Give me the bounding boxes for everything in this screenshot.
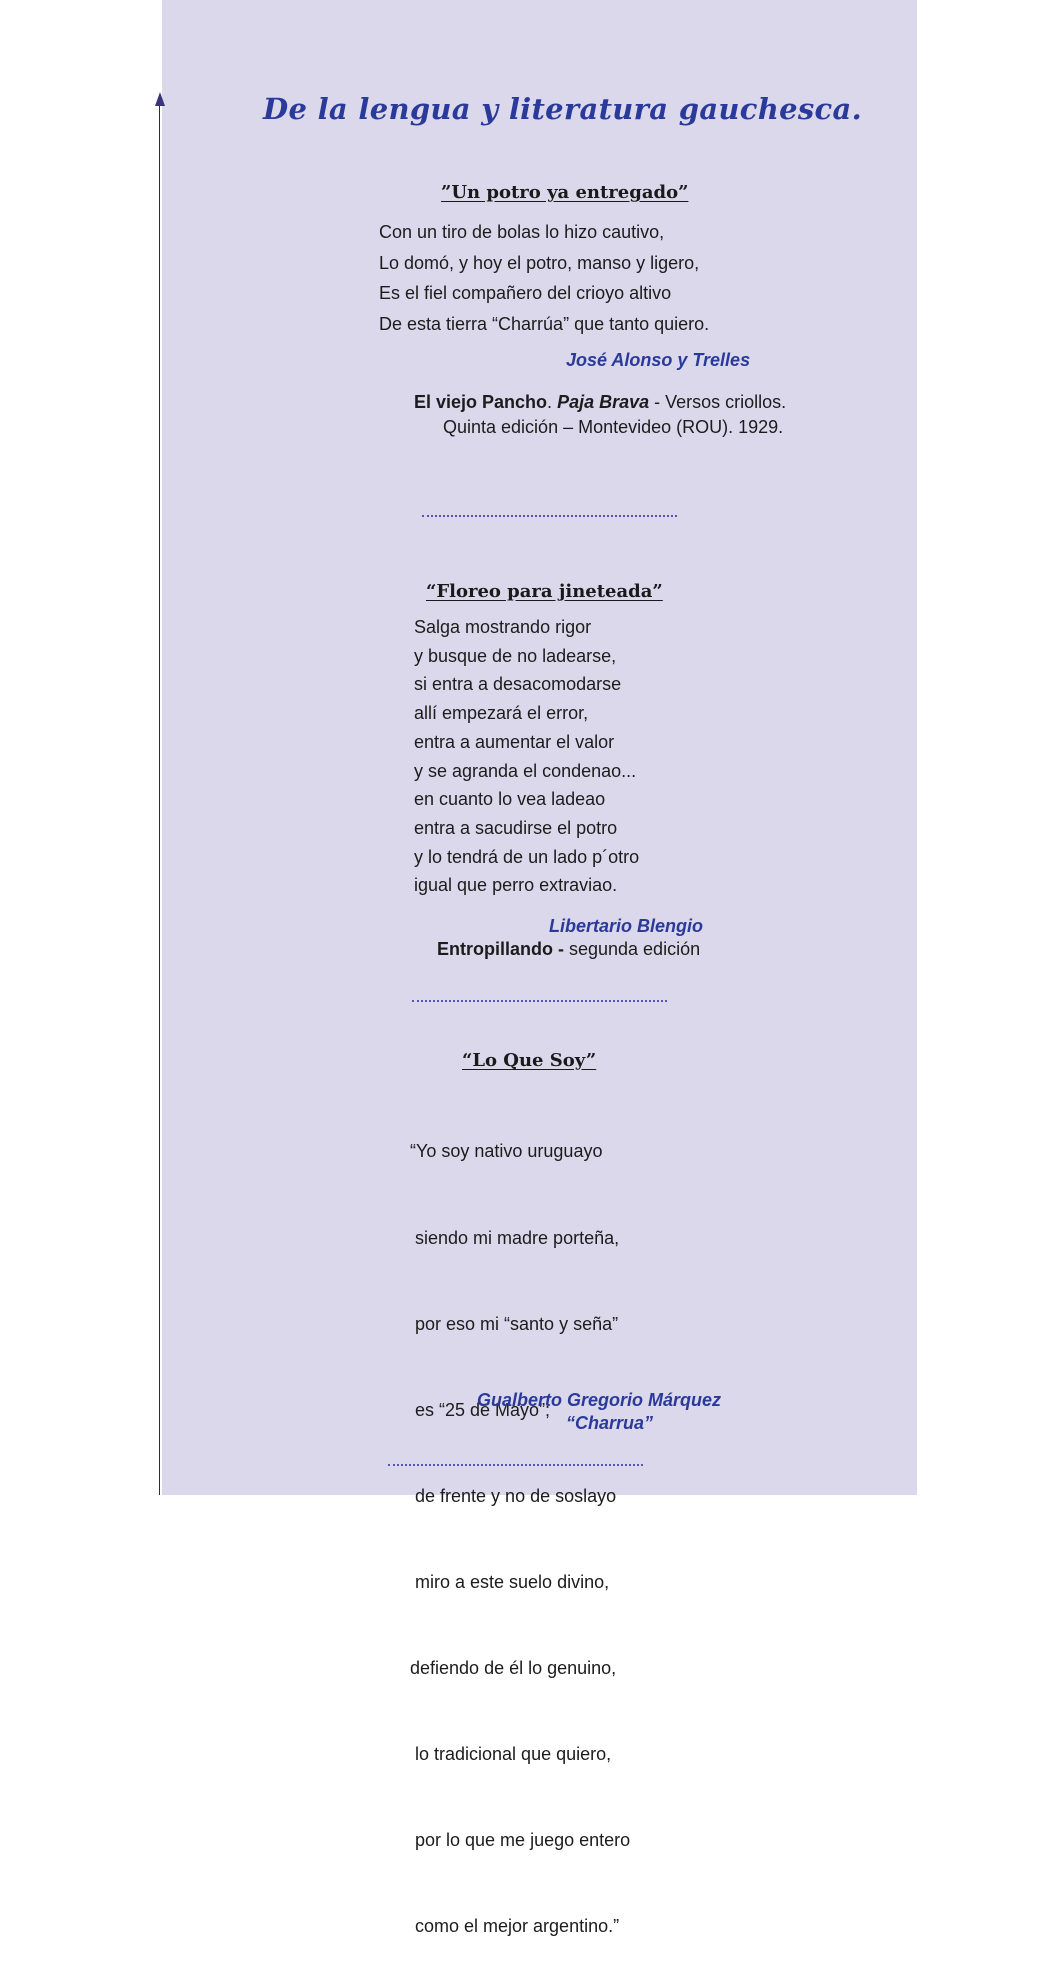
reference-book-title: El viejo Pancho <box>414 392 548 412</box>
verse-line: lo tradicional que quiero, <box>410 1744 612 1765</box>
poem-3-author: Gualberto Gregorio Márquez <box>477 1390 722 1410</box>
verse-line: Con un tiro de bolas lo hizo cautivo, <box>379 222 665 242</box>
verse-line: si entra a desacomodarse <box>414 674 622 695</box>
verse-line: miro a este suelo divino, <box>410 1571 610 1592</box>
margin-vertical-line <box>159 100 160 1495</box>
poem-3-verses <box>410 1080 630 1970</box>
verse-line: allí empezará el error, <box>414 703 589 724</box>
verse-line: defiendo de él lo genuino, <box>410 1658 617 1679</box>
verse-line: De esta tierra “Charrúa” que tanto quiero. <box>379 313 710 334</box>
poem-1-edition: Quinta edición – Montevideo (ROU). 1929. <box>443 417 784 437</box>
verse-line: por lo que me juego entero <box>410 1830 631 1851</box>
verse-line: como el mejor argentino.” <box>410 1916 620 1937</box>
poem-1-author: José Alonso y Trelles <box>566 350 751 370</box>
reference-collection: Paja Brava <box>557 392 650 412</box>
verse-line: y se agranda el condenao... <box>414 760 637 781</box>
verse-line: entra a sacudirse el potro <box>414 817 618 838</box>
verse-line: por eso mi “santo y seña” <box>410 1313 619 1334</box>
reference-separator: . <box>547 392 558 412</box>
verse-line: entra a aumentar el valor <box>414 731 615 752</box>
poem-2-reference <box>437 939 700 960</box>
poem-1-title: ”Un potro ya entregado” <box>441 182 689 203</box>
reference-rest: - Versos criollos. <box>649 392 787 412</box>
verse-line: en cuanto lo vea ladeao <box>414 789 606 810</box>
verse-line: igual que perro extraviao. <box>414 875 618 896</box>
verse-line: y lo tendrá de un lado p´otro <box>414 846 640 867</box>
verse-line: Es el fiel compañero del crioyo altivo <box>379 283 672 303</box>
poem-1-verses <box>379 217 709 339</box>
page-title <box>263 92 862 126</box>
verse-line: “Yo soy nativo uruguayo <box>410 1141 603 1162</box>
arrow-up-icon <box>155 92 165 106</box>
verse-line: de frente y no de soslayo <box>410 1485 617 1506</box>
poem-2-author: Libertario Blengio <box>549 916 704 936</box>
page-title-text: De la lengua y literatura gauchesca <box>263 92 852 126</box>
poem-3-title: “Lo Que Soy” <box>462 1050 597 1071</box>
poem-1-reference <box>414 392 786 413</box>
dotted-separator <box>412 1000 667 1002</box>
page-title-period: . <box>851 92 862 126</box>
reference-rest: segunda edición <box>563 939 701 959</box>
dotted-separator <box>388 1464 643 1466</box>
poem-2-title: “Floreo para jineteada” <box>426 581 663 602</box>
poem-3-author-alias: “Charrua” <box>566 1413 654 1433</box>
verse-line: Salga mostrando rigor <box>414 617 592 637</box>
poem-2-verses <box>414 613 639 900</box>
dotted-separator <box>422 515 677 517</box>
verse-line: y busque de no ladearse, <box>414 645 617 666</box>
verse-line: siendo mi madre porteña, <box>410 1227 620 1248</box>
verse-line: Lo domó, y hoy el potro, manso y ligero, <box>379 252 700 273</box>
verse-line: es “25 de Mayo”; <box>410 1399 551 1420</box>
reference-book-title: Entropillando - <box>437 939 564 959</box>
